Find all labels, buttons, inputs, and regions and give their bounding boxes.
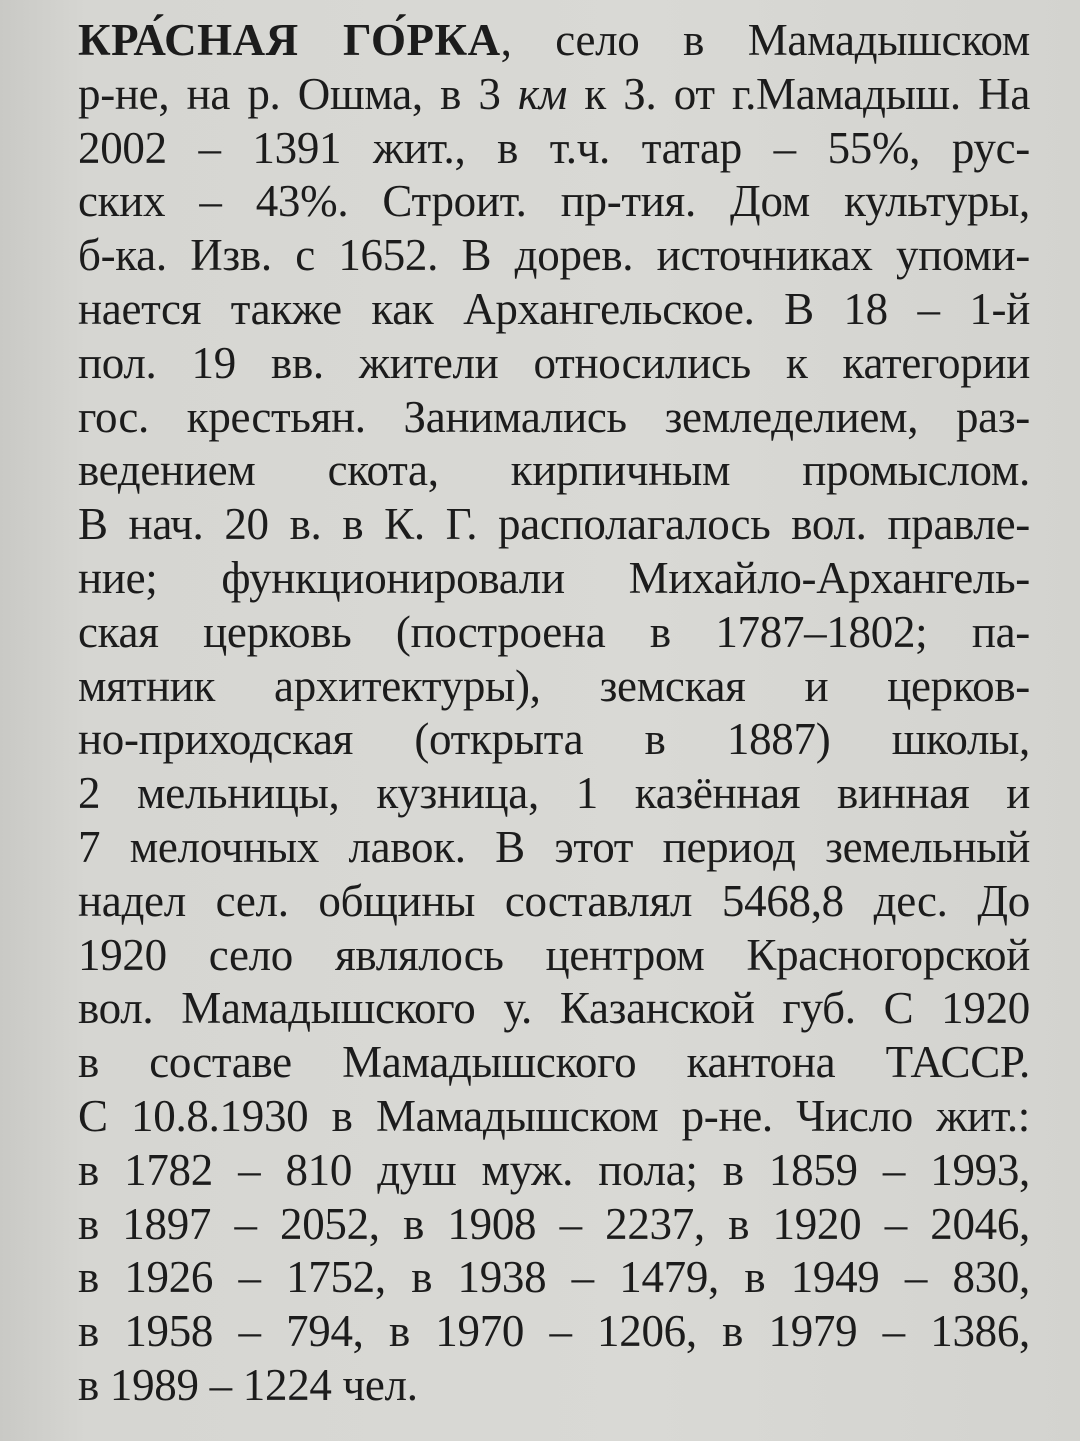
encyclopedia-entry bbox=[78, 14, 1030, 1413]
entry-line-10: В нач. 20 в. в К. Г. располагалось вол. правле- bbox=[78, 499, 1030, 550]
entry-line-3: 2002 – 1391 жит., в т.ч. татар – 55%, рус- bbox=[78, 122, 1030, 173]
entry-line-22: в 1782 – 810 душ муж. пола; в 1859 – 1993, bbox=[78, 1144, 1030, 1195]
entry-line-12: ская церковь (построена в 1787–1802; па- bbox=[78, 606, 1030, 657]
entry-line-23: в 1897 – 2052, в 1908 – 2237, в 1920 – 2046, bbox=[78, 1198, 1030, 1249]
entry-headword: КРА́СНАЯ ГО́РКА bbox=[78, 15, 501, 65]
entry-line-21: С 10.8.1930 в Мамадышском р-не. Число жит.: bbox=[78, 1090, 1030, 1141]
entry-line-15: 2 мельницы, кузница, 1 казённая винная и bbox=[78, 768, 1030, 819]
entry-line-25: в 1958 – 794, в 1970 – 1206, в 1979 – 1386, bbox=[78, 1306, 1030, 1357]
entry-line-17: надел сел. общины составлял 5468,8 дес. До bbox=[78, 875, 1030, 926]
entry-line-9: ведением скота, кирпичным промыслом. bbox=[78, 445, 1030, 496]
entry-line-20: в составе Мамадышского кантона ТАССР. bbox=[78, 1037, 1030, 1088]
entry-line-14: но-приходская (открыта в 1887) школы, bbox=[78, 714, 1030, 765]
entry-line-8: гос. крестьян. Занимались земледелием, раз- bbox=[78, 391, 1030, 442]
entry-line-1-text: , село в Мамадышском bbox=[500, 15, 1030, 65]
entry-line-2 bbox=[78, 68, 1030, 122]
entry-line-18: 1920 село являлось центром Красногорской bbox=[78, 929, 1030, 980]
entry-line-7: пол. 19 вв. жители относились к категории bbox=[78, 337, 1030, 388]
entry-line-13: мятник архитектуры), земская и церков- bbox=[78, 660, 1030, 711]
entry-line-2-rest: к З. от г.Мамадыш. На bbox=[567, 68, 1030, 119]
entry-line-4: ских – 43%. Строит. пр-тия. Дом культуры, bbox=[78, 176, 1030, 227]
entry-line-2-text: р-не, на р. Ошма, в 3 bbox=[78, 68, 518, 119]
entry-line-6: нается также как Архангельское. В 18 – 1-й bbox=[78, 283, 1030, 334]
entry-line-16: 7 мелочных лавок. В этот период земельный bbox=[78, 821, 1030, 872]
entry-line-5: б-ка. Изв. с 1652. В дорев. источниках упоми- bbox=[78, 230, 1030, 281]
entry-line-11: ние; функционировали Михайло-Архангель- bbox=[78, 552, 1030, 603]
entry-line-26: в 1989 – 1224 чел. bbox=[78, 1359, 418, 1410]
entry-line-1 bbox=[78, 14, 1030, 68]
entry-line-19: вол. Мамадышского у. Казанской губ. С 1920 bbox=[78, 983, 1030, 1034]
entry-line-24: в 1926 – 1752, в 1938 – 1479, в 1949 – 830, bbox=[78, 1252, 1030, 1303]
entry-unit-km: км bbox=[517, 68, 568, 119]
